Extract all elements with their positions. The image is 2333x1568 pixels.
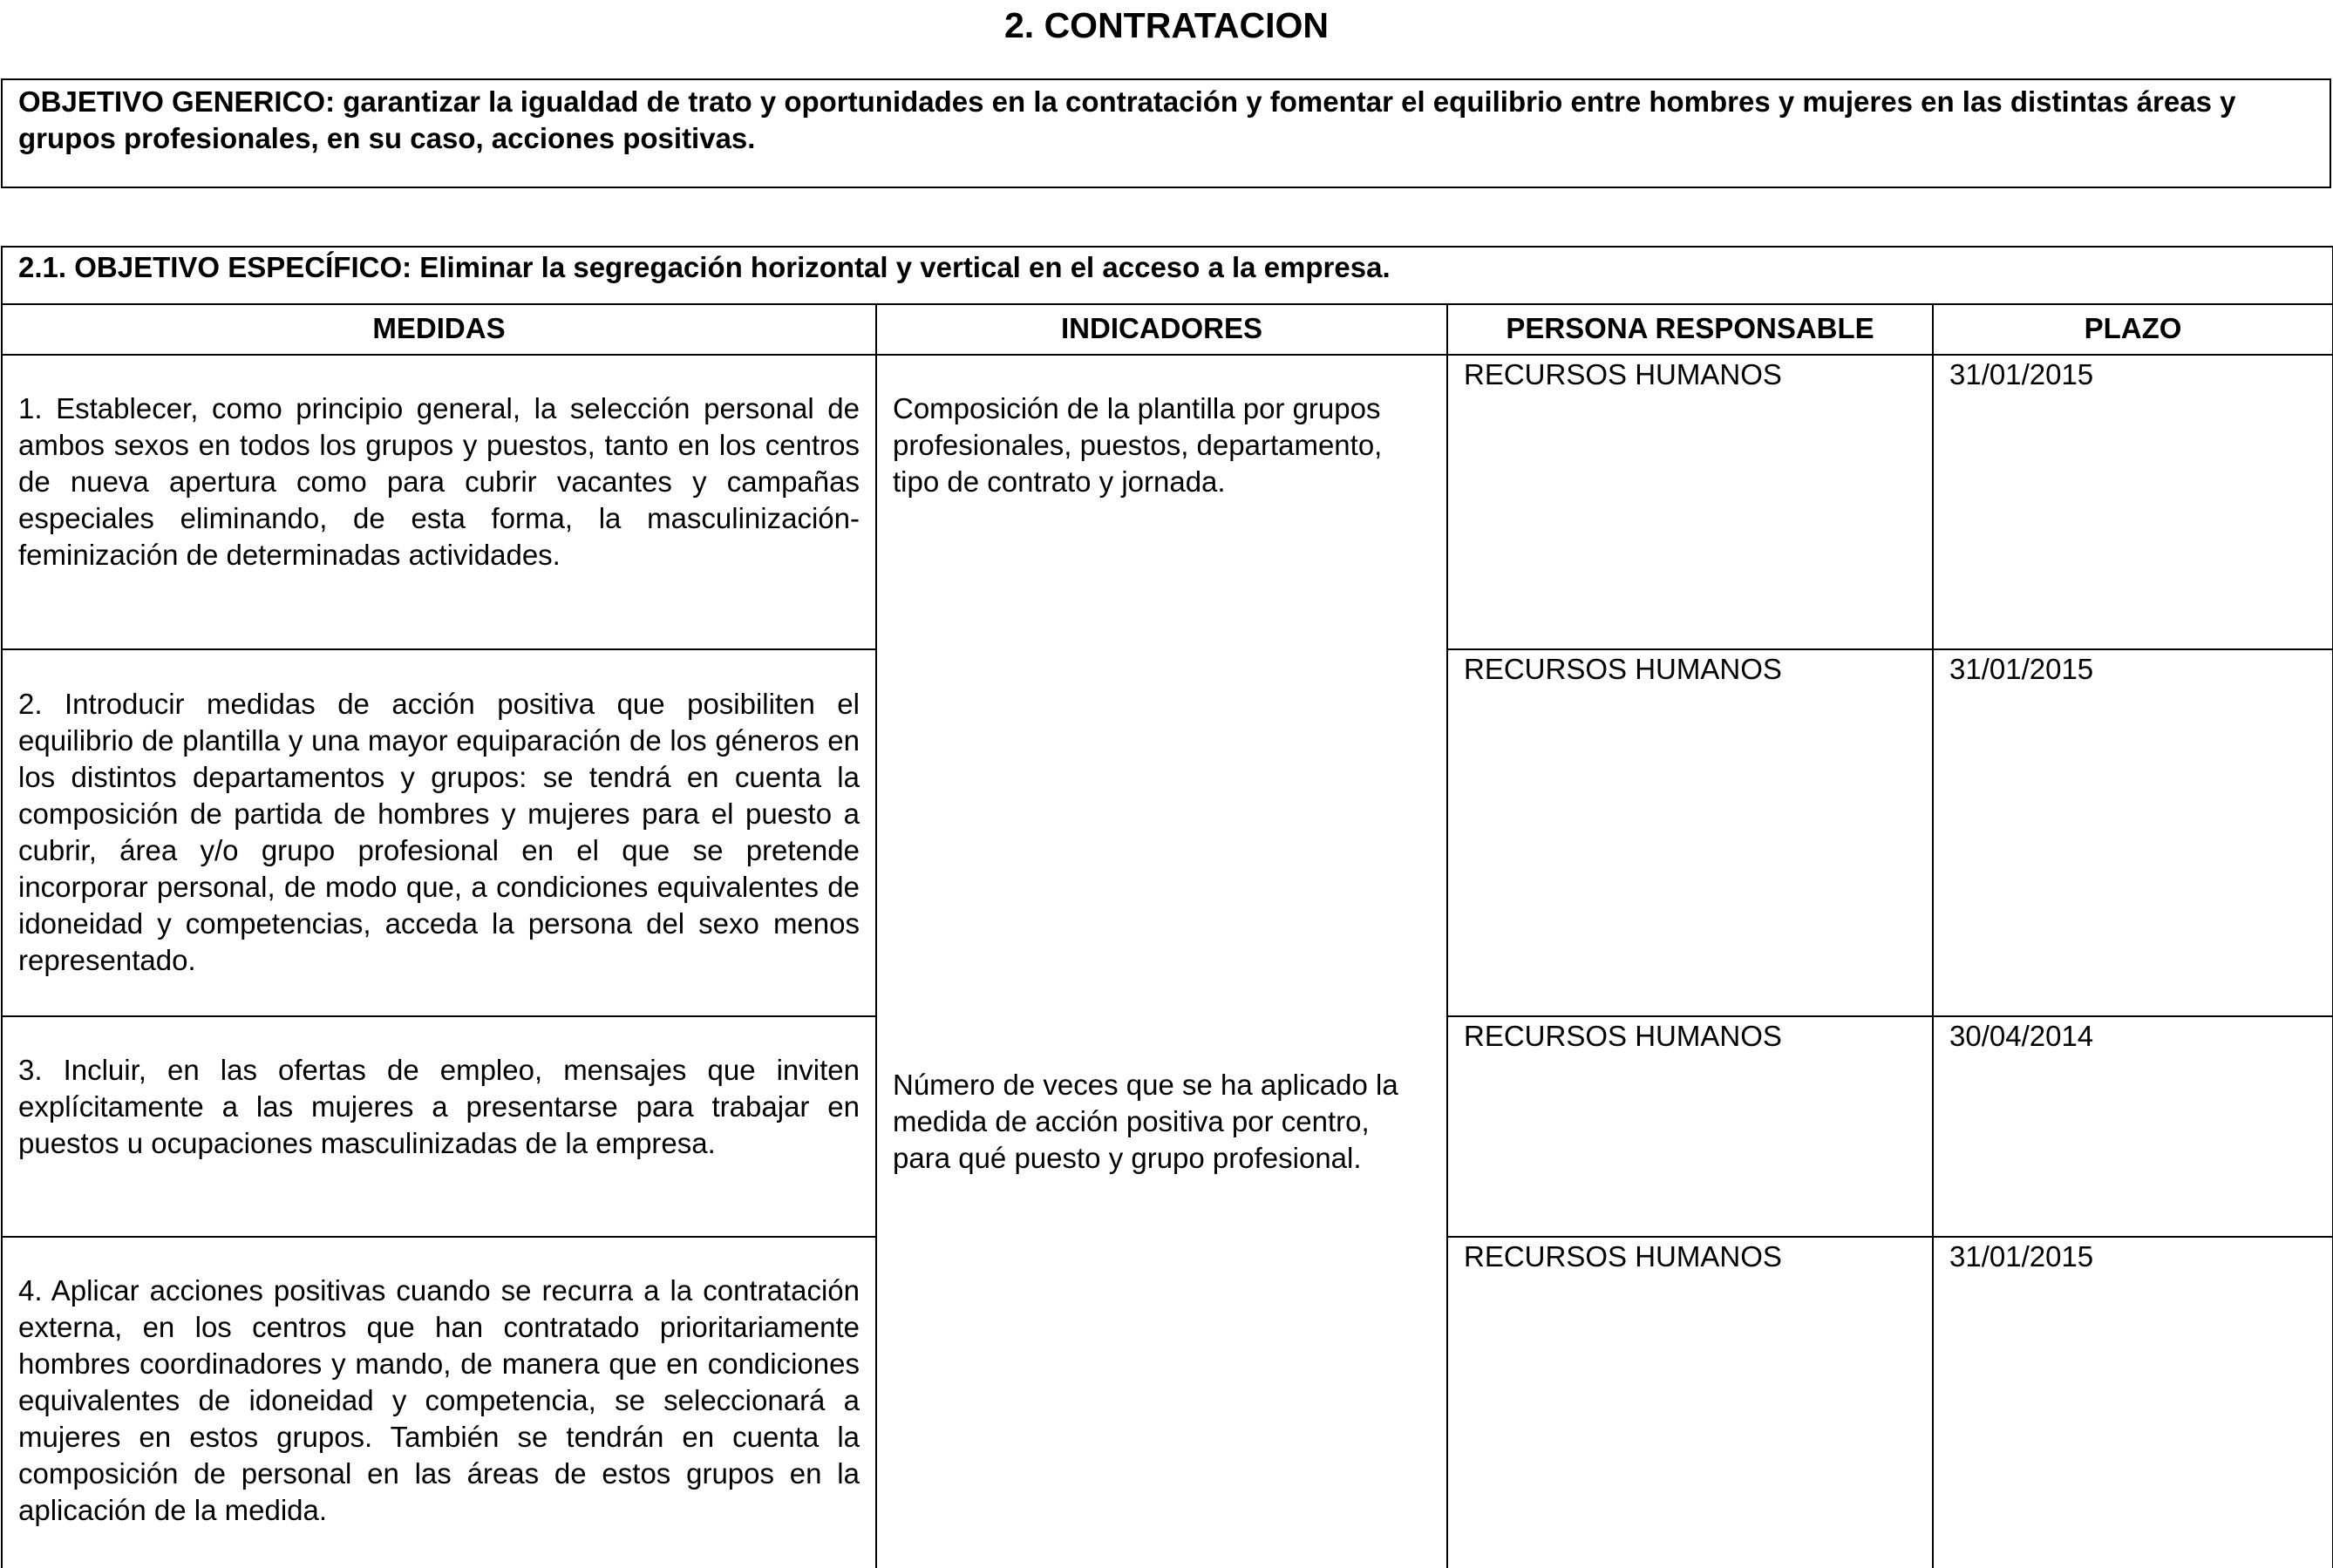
- measure-cell: 4. Aplicar acciones positivas cuando se recurra a la contratación externa, en los centros que han contratado prioritariamente hombres coordinadores y mando, de manera que en condiciones equivalentes de idoneidad y competencia, se seleccionará a mujeres en estos grupos. También se tendrán en cuenta la composición de personal en las áreas de estos grupos en la aplicación de la medida.: [2, 1237, 876, 1568]
- specific-objective-cell: [2, 247, 2333, 304]
- deadline-cell: 31/01/2015: [1933, 1237, 2333, 1568]
- specific-objective-text: : Eliminar la segregación horizontal y vertical en el acceso a la empresa.: [402, 251, 1391, 283]
- table-header-row: [2, 304, 2333, 355]
- deadline-cell: 31/01/2015: [1933, 355, 2333, 649]
- column-header-medidas: MEDIDAS: [2, 304, 876, 355]
- responsible-cell: RECURSOS HUMANOS: [1447, 355, 1933, 649]
- indicator-text: Número de veces que se ha aplicado la medida de acción positiva por centro, para qué puesto y grupo profesional.: [893, 1069, 1398, 1174]
- indicators-cell: [876, 355, 1447, 1568]
- column-header-indicadores: INDICADORES: [876, 304, 1447, 355]
- column-header-responsable: PERSONA RESPONSABLE: [1447, 304, 1933, 355]
- measures-table: [1, 246, 2333, 1568]
- measure-cell: 2. Introducir medidas de acción positiva que posibiliten el equilibrio de plantilla y una mayor equiparación de los géneros en los distintos departamentos y grupos: se tendrá en cuenta la composición de partida de hombres y mujeres para el puesto a cubrir, área y/o grupo profesional en el que se pretende incorporar personal, de modo que, a condiciones equivalentes de idoneidad y competencias, acceda la persona del sexo menos representado.: [2, 649, 876, 1016]
- generic-objective-box: [1, 78, 2331, 188]
- measure-cell: 1. Establecer, como principio general, la selección personal de ambos sexos en todos los grupos y puestos, tanto en los centros de nueva apertura como para cubrir vacantes y campañas especiales eliminando, de esta forma, la masculinización-feminización de determinadas actividades.: [2, 355, 876, 649]
- responsible-cell: RECURSOS HUMANOS: [1447, 649, 1933, 1016]
- column-header-plazo: PLAZO: [1933, 304, 2333, 355]
- specific-objective-row: [2, 247, 2333, 304]
- generic-objective-text: : garantizar la igualdad de trato y oportunidades en la contratación y fomentar el equilibrio entre hombres y mujeres en las distintas áreas y grupos profesionales, en su caso, acciones positivas.: [18, 85, 2236, 154]
- section-title: 2. CONTRATACION: [1003, 5, 1330, 45]
- responsible-cell: RECURSOS HUMANOS: [1447, 1237, 1933, 1568]
- indicator-text: Composición de la plantilla por grupos profesionales, puestos, departamento, tipo de contrato y jornada.: [893, 392, 1383, 498]
- measure-cell: 3. Incluir, en las ofertas de empleo, mensajes que inviten explícitamente a las mujeres a presentarse para trabajar en puestos u ocupaciones masculinizadas de la empresa.: [2, 1016, 876, 1237]
- deadline-cell: 30/04/2014: [1933, 1016, 2333, 1237]
- deadline-cell: 31/01/2015: [1933, 649, 2333, 1016]
- table-row: [2, 355, 2333, 649]
- specific-objective-label: 2.1. OBJETIVO ESPECÍFICO: [18, 251, 403, 283]
- generic-objective-label: OBJETIVO GENERICO: [18, 85, 326, 118]
- responsible-cell: RECURSOS HUMANOS: [1447, 1016, 1933, 1237]
